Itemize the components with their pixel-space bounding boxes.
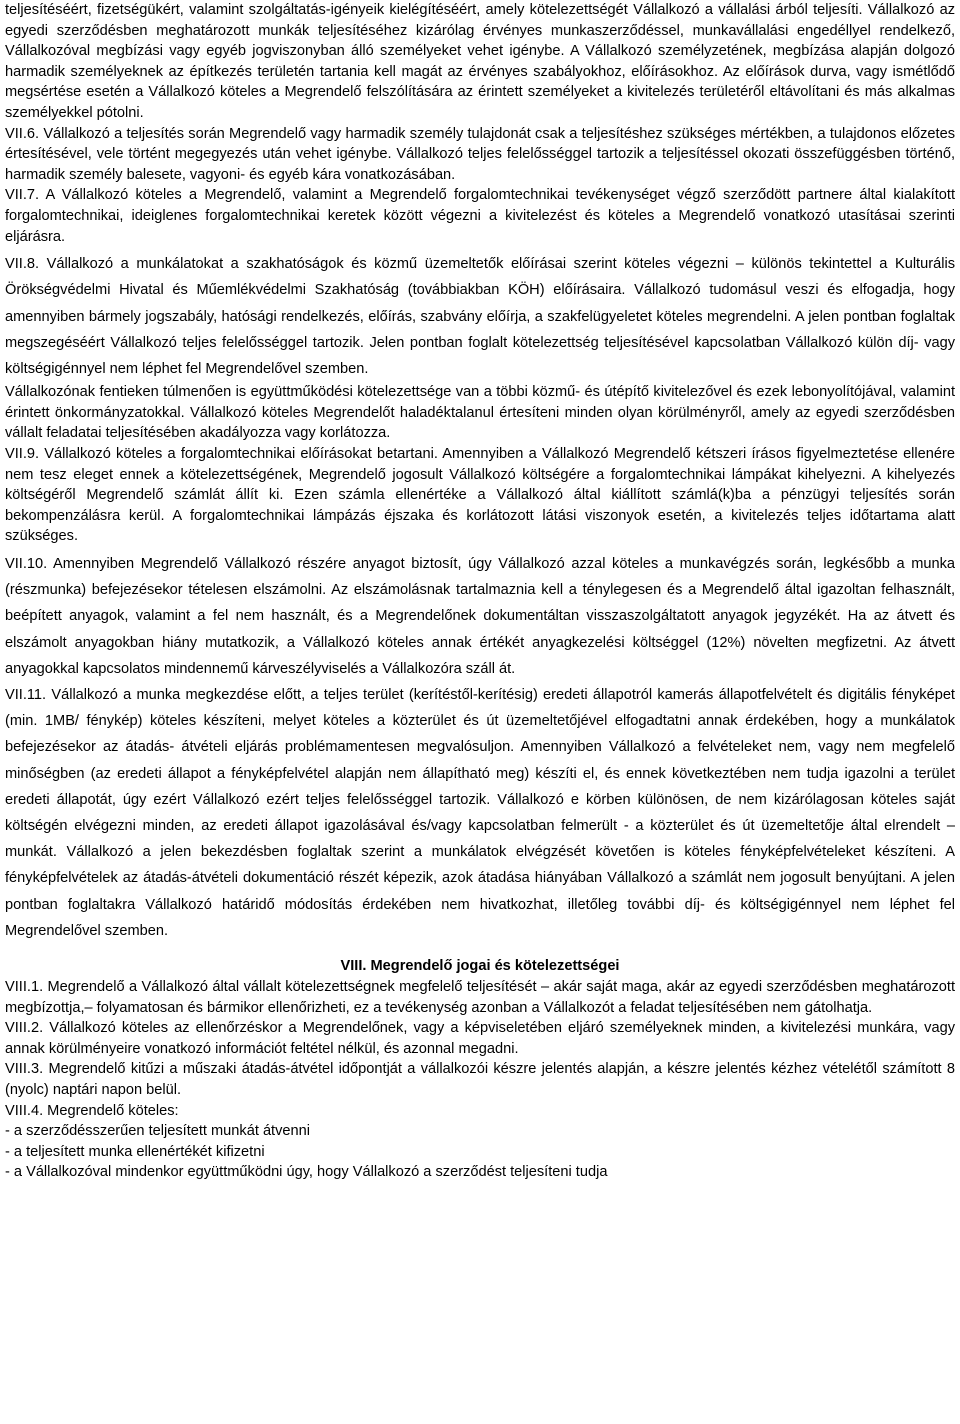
paragraph-vii-7: VII.7. A Vállalkozó köteles a Megrendelő, valamint a Megrendelő forgalomtechnikai tevékenységet végző szerződött partnere által kialakított forgalomtechnikai, ideiglenes forgalomtechnikai keretek között végezni a kivitelezést és köteles a Megrendelő vonatkozó utasításai szerinti eljárásra. <box>5 187 955 245</box>
list-item: - a teljesített munka ellenértékét kifizetni <box>5 1143 265 1160</box>
paragraph-vii-8: VII.8. Vállalkozó a munkálatokat a szakhatóságok és közmű üzemeltetők előírásai szerint köteles végezni – különös tekintettel a Kulturális Örökségvédelmi Hivatal és Műemlékvédelmi Szakhatóság (továbbiakban KÖH) előírásaira. Vállalkozó tudomásul veszi és elfogadja, hogy amennyiben bármely jogszabály, hatósági rendelkezés, előírás, szabvány előírja, a szakfelügyeletet köteles megrendelni. A jelen pontban foglaltak megszegéséért Vállalkozó teljes felelősséggel tartozik. Jelen pontban foglalt kötelezettség teljesítésével kapcsolatban Vállalkozó külön díj- vagy költségigénnyel nem léphet fel Megrendelővel szemben. <box>5 256 955 377</box>
paragraph-viii-4: VIII.4. Megrendelő köteles: <box>5 1102 179 1119</box>
list-item: - a Vállalkozóval mindenkor együttműködni úgy, hogy Vállalkozó a szerződést teljesíteni tudja <box>5 1164 608 1181</box>
paragraph-vii-5-continued: teljesítéséért, fizetségükért, valamint szolgáltatás-igényeik kielégítéséért, amely kötelezettségét Vállalkozó a vállalási árból teljesíti. Vállalkozó az egyedi szerződésben meghatározott munkák teljesítéséhez kizárólag érvényes munkaszerződéssel, munkavállalási engedéllyel rendelkező, Vállalkozóval megbízási vagy egyéb jogviszonyban álló személyeket vehet igénybe. A Vállalkozó személyzetének, megbízása alapján dolgozó harmadik személyeknek az építkezés területén tartania kell magát az érvényes szabályokhoz, előírásokhoz. Az előírások durva, vagy ismétlődő megsértése esetén a Vállalkozó köteles a Megrendelő felszólítására az érintett személyeket a kivitelezés területéről eltávolítani és más alkalmas személyekkel pótolni. <box>5 2 955 121</box>
paragraph-vii-9: VII.9. Vállalkozó köteles a forgalomtechnikai előírásokat betartani. Amennyiben a Vállalkozó Megrendelő kétszeri írásos figyelmeztetése ellenére nem tesz eleget ennek a kötelezettségének, Megrendelő jogosult Vállalkozó költségére a forgalomtechnikai lámpákat kihelyezni. A kihelyezés költségéről Megrendelő számlát állít ki. Ezen számla ellenértéke a Vállalkozó által kiállított számlá(k)ba a pénzügyi teljesítés során bekompenzálásra kerül. A forgalomtechnikai lámpázás éjszaka és korlátozott látási viszonyok esetén, a kivitelezés teljes időtartama alatt szükséges. <box>5 445 955 545</box>
paragraph-vii-8-continued: Vállalkozónak fentieken túlmenően is együttműködési kötelezettsége van a többi közmű- és útépítő kivitelezővel és ezek lebonyolítójával, valamint érintett önkormányzatokkal. Vállalkozó köteles Megrendelőt haladéktalanul értesíteni minden olyan körülményről, amely az egyedi szerződésben vállalt feladatai teljesítésében akadályozza vagy korlátozza. <box>5 384 955 442</box>
obligation-list <box>5 1121 955 1183</box>
paragraph-viii-2: VIII.2. Vállalkozó köteles az ellenőrzéskor a Megrendelőnek, vagy a képviseletében eljáró személyeknek minden, a kivitelezési munkára, vagy annak körülményeire vonatkozó információt feltétel nélkül, és azonnal megadni. <box>5 1020 955 1057</box>
list-item: - a szerződésszerűen teljesített munkát átvenni <box>5 1123 311 1140</box>
paragraph-vii-10: VII.10. Amennyiben Megrendelő Vállalkozó részére anyagot biztosít, úgy Vállalkozó azzal köteles a munkavégzés során, legkésőbb a munka (részmunka) befejezésekor tételesen elszámolni. Az elszámolásnak tartalmaznia kell a ténylegesen és a Megrendelő által igazoltan felhasznált, beépített anyagok, valamint a fel nem használt, és a Megrendelőnek dokumentáltan visszaszolgáltatott anyagok jegyzékét. Ha az átvett és elszámolt anyagokban hiány mutatkozik, a Vállalkozó köteles annak értékét anyagkezelési költséggel (12%) növelten megfizetni. Az átvett anyagokkal kapcsolatos mindennemű kárveszélyviselés a Vállalkozóra száll át. <box>5 555 955 677</box>
section-heading-viii: VIII. Megrendelő jogai és kötelezettségei <box>340 957 620 974</box>
paragraph-viii-3: VIII.3. Megrendelő kitűzi a műszaki átadás-átvétel időpontját a vállalkozói készre jelentés alapján, a készre jelentés kézhez vételétől számított 8 (nyolc) naptári napon belül. <box>5 1061 955 1098</box>
paragraph-viii-1: VIII.1. Megrendelő a Vállalkozó által vállalt kötelezettségnek megfelelő teljesítését – akár saját maga, akár az egyedi szerződésben meghatározott megbízottja,– folyamatosan és bármikor ellenőrizheti, ez a tevékenység azonban a Vállalkozót a feladat teljesítésében nem gátolhatja. <box>5 978 955 1016</box>
paragraph-vii-11: VII.11. Vállalkozó a munka megkezdése előtt, a teljes terület (kerítéstől-kerítésig) eredeti állapotról kamerás állapotfelvételt és digitális fényképet (min. 1MB/ fénykép) köteles készíteni, melyet köteles a közterület és út üzemeltetőjével elfogadtatni annak érdekében, hogy a munkálatok befejezésekor az átadás- átvételi eljárás problémamentesen megvalósuljon. Amennyiben Vállalkozó a felvételeket nem, vagy nem megfelelő minőségben (az eredeti állapot a fényképfelvétel alapján nem állapítható meg) készíti el, és ennek következtében nem tudja igazolni a terület eredeti állapotát, úgy ezért Vállalkozó ezért teljes felelősséggel tartozik. Vállalkozó e körben különösen, de nem kizárólagosan köteles saját költségén elvégezni minden, az eredeti állapot igazolásával és/vagy kapcsolatban felmerült - a közterület és út üzemeltetője által elrendelt – munkát. Vállalkozó a jelen bekezdésben foglaltak szerint a munkálatok elvégzését követően is köteles fényképfelvételeket készíteni. A fényképfelvételek az átadás-átvételi dokumentáció részét képezik, azok átadása hiányában Vállalkozó a számlát nem jogosult benyújtani. A jelen pontban foglaltakra Vállalkozó határidő módosítás érdekében nem hivatkozhat, illetőleg további díj- és költségigénnyel nem léphet fel Megrendelővel szemben. <box>5 686 955 939</box>
paragraph-vii-6: VII.6. Vállalkozó a teljesítés során Megrendelő vagy harmadik személy tulajdonát csak a teljesítéshez szükséges mértékben, a tulajdonos előzetes értesítésével, vele történt megegyezés után vehet igénybe. Vállalkozó teljes felelősséggel tartozik a teljesítéssel okozati összefüggésben történő, harmadik személy balesete, vagyoni- és egyéb kára vonatkozásában. <box>5 125 955 183</box>
document-page <box>5 0 955 1183</box>
